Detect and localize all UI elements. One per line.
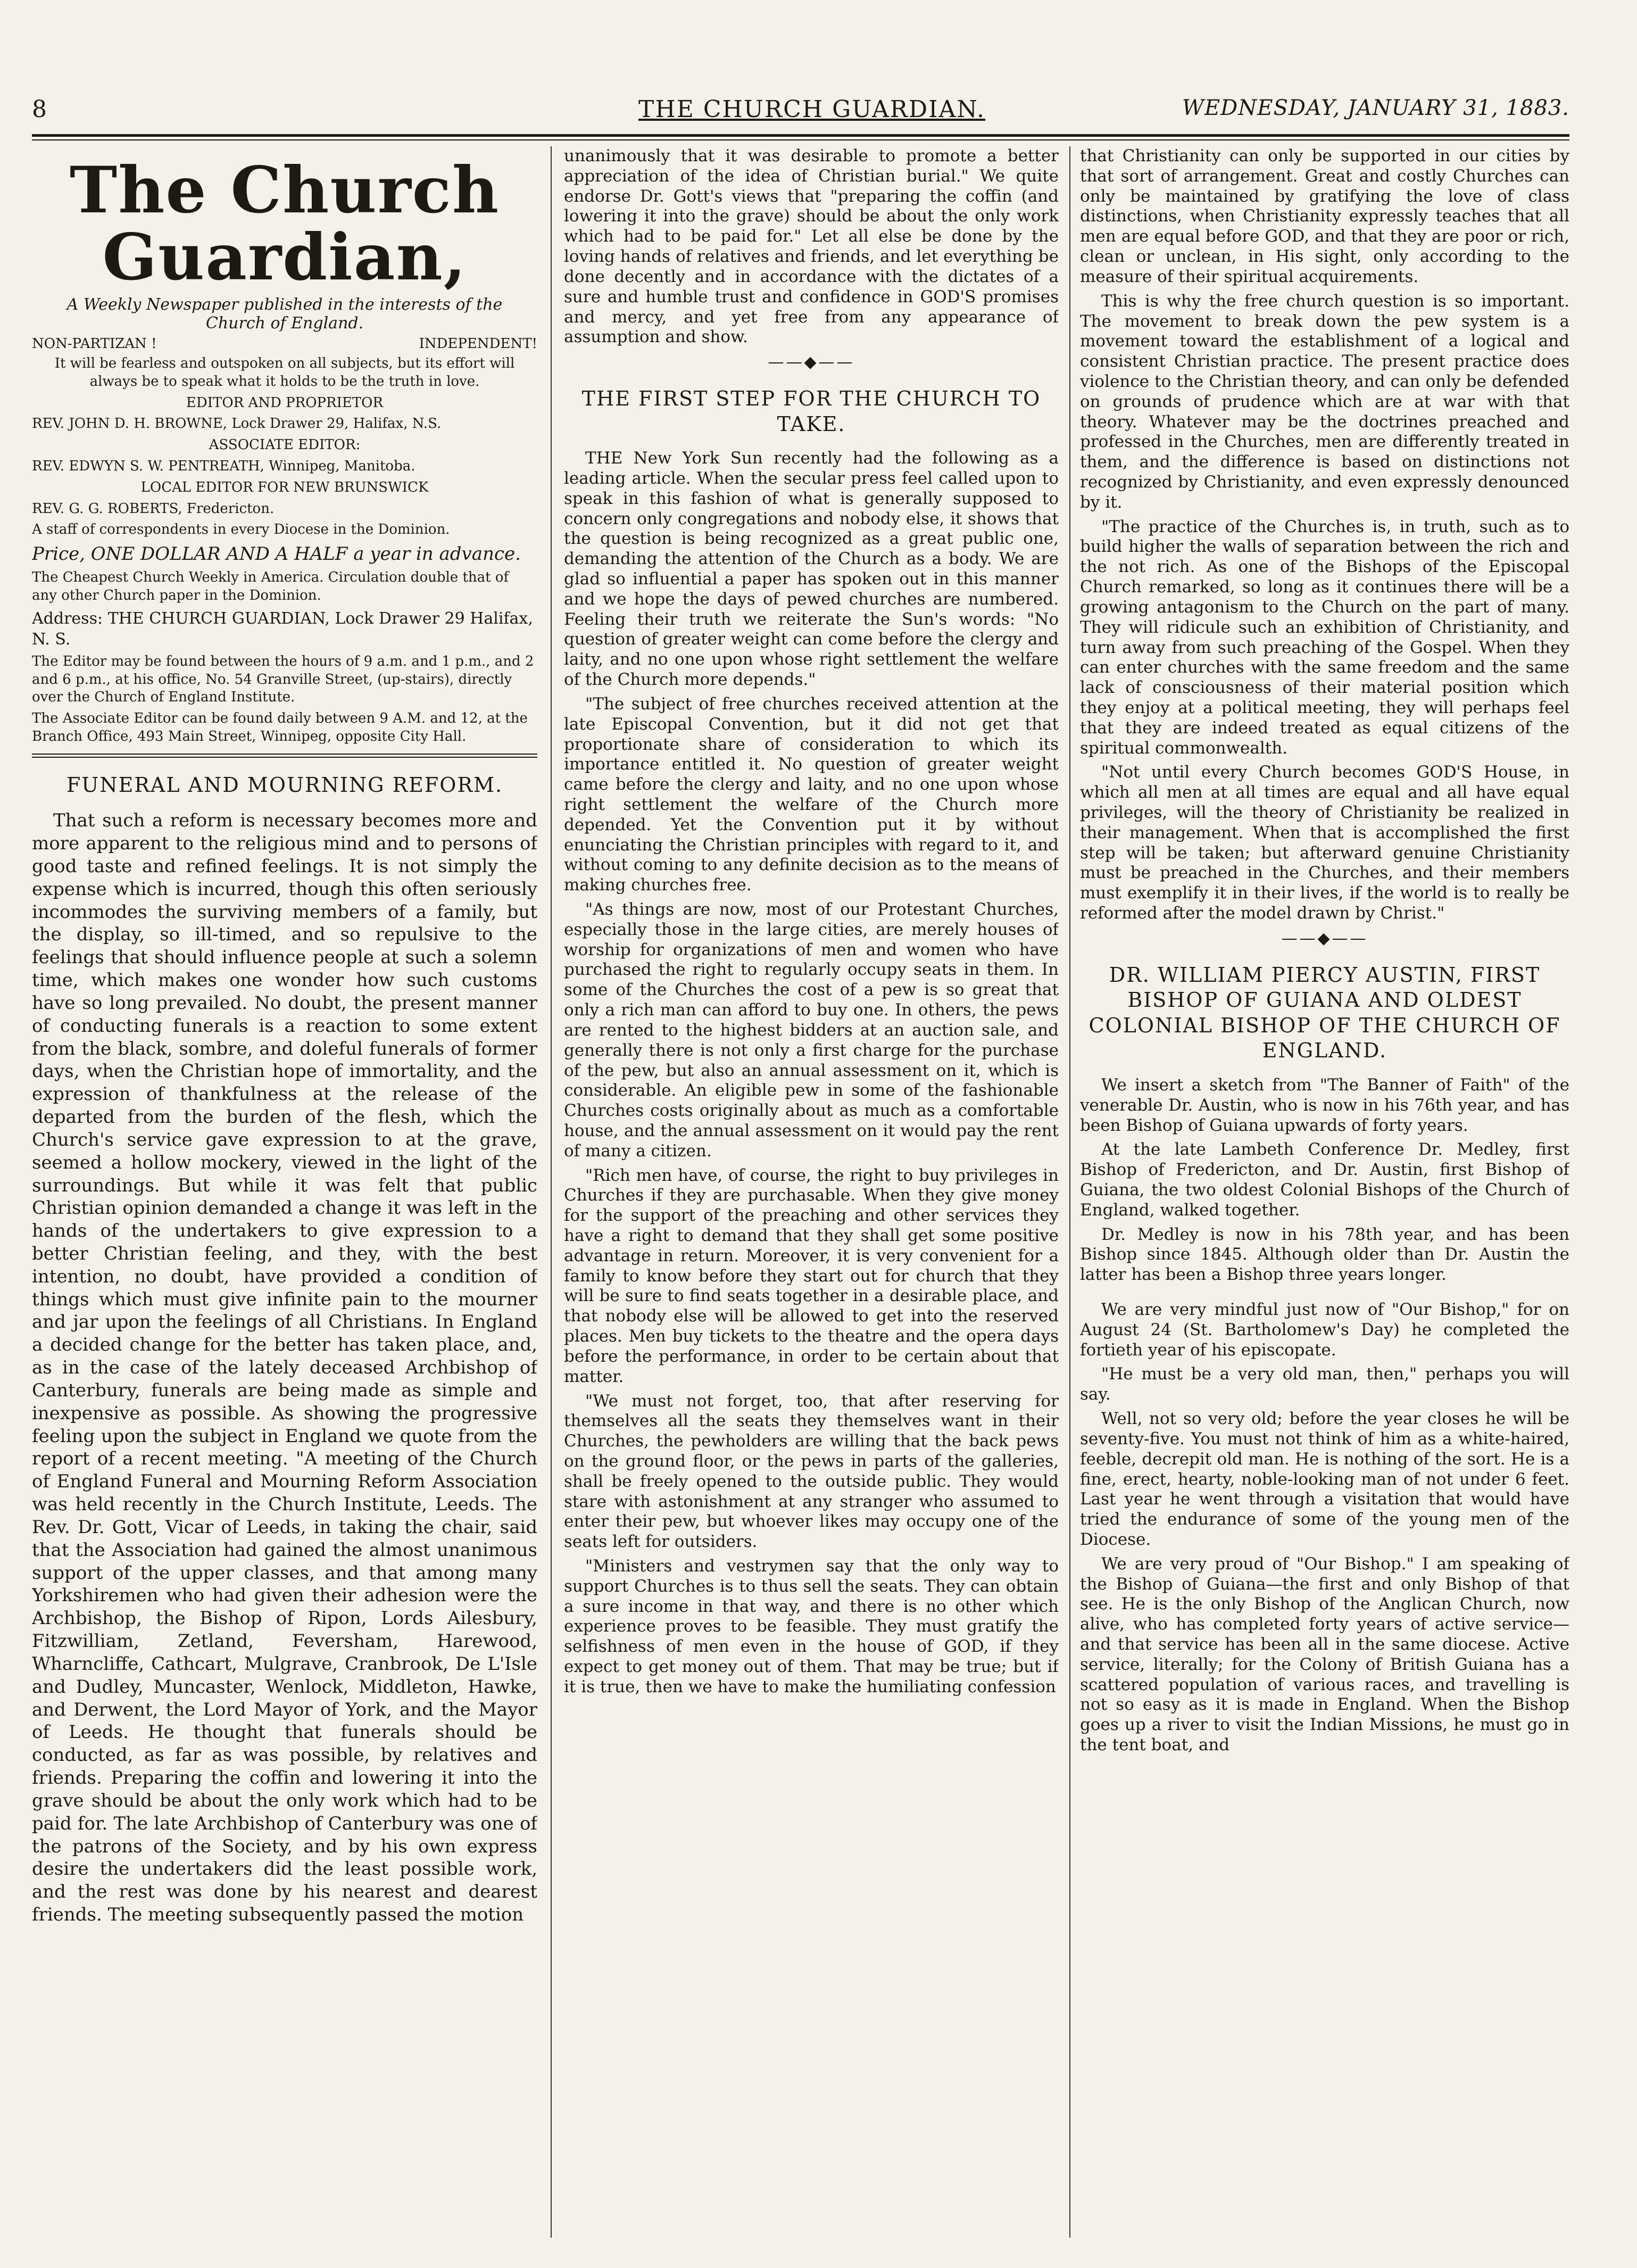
masthead-tagline: A Weekly Newspaper published in the interests of the <box>67 295 503 314</box>
local-editor-line: REV. G. G. ROBERTS, Fredericton. <box>32 500 275 517</box>
paragraph: "Not until every Church becomes GOD'S House, in which all men at all times are equal and all have equal privileges, will the theory of Christianity be realized in their management. When that is accomplished the first step will be taken; but afterward genuine Christianity must be preached in the Churches, and their members must exemplify it in their lives, if the world is to really be reformed after the model drawn by Christ." <box>1080 763 1569 923</box>
article-body-free-church <box>564 449 1059 1698</box>
masthead-rule <box>32 754 537 755</box>
paragraph: that Christianity can only be supported in our cities by that sort of arrangement. Great and costly Churches can only be maintained by gratifying the love of class distinctions, when Christianity expressly teaches that all men are equal before GOD, and that they are poor or rich, clean or unclean, in His sight, only according to the measure of their spiritual acquirements. <box>1080 146 1569 286</box>
column-1 <box>32 146 537 2238</box>
masthead-rule-thin <box>32 757 537 758</box>
paragraph: "As things are now, most of our Protestant Churches, especially those in the large cities, are merely houses of worship for organizations of men and women who have purchased the right to regularly occupy seats in them. In some of the Churches the cost of a pew is so great that only a rich man can afford to buy one. In others, the pews are rented to the highest bidders at an auction sale, and generally there is not only a first charge for the purchase of the pew, but also an annual assessment on it, which is considerable. An eligible pew in some of the fashionable Churches costs originally about as much as a comfortable house, and the annual assessment on it would pay the rent of many a citizen. <box>564 900 1059 1161</box>
associate-title: ASSOCIATE EDITOR: <box>209 437 361 453</box>
paragraph: "The practice of the Churches is, in truth, such as to build higher the walls of separation between the rich and the not rich. As one of the Bishops of the Episcopal Church remarked, so long as it continues there will be a growing antagonism to the Church on the part of many. They will ridicule such an exhibition of Christianity, and turn away from such preaching of the Gospel. When they can enter churches with the same freedom and the same lack of consciousness of their material position which they enjoy at a political meeting, they will perhaps feel that they are indeed treated as equal citizens of the spiritual commonwealth. <box>1080 517 1569 758</box>
paragraph: At the late Lambeth Conference Dr. Medley, first Bishop of Fredericton, and Dr. Austin, first Bishop of Guiana, the two oldest Colonial Bishops of the Church of England, walked together. <box>1080 1140 1569 1220</box>
paragraph: Dr. Medley is now in his 78th year, and has been Bishop since 1845. Although older than Dr. Austin the latter has been a Bishop three years longer. <box>1080 1224 1569 1285</box>
paper-title: THE CHURCH GUARDIAN. <box>638 96 985 123</box>
article-heading-funeral: FUNERAL AND MOURNING REFORM. <box>66 773 503 797</box>
paragraph: We are very proud of "Our Bishop." I am speaking of the Bishop of Guiana—the first and only Bishop of that see. He is the only Bishop of the Anglican Church, now alive, who has completed forty years of active service—and that service has been all in the same diocese. Active service, literally; for the Colony of British Guiana has a scattered population of various races, and travelling is not so easy as it is made in England. When the Bishop goes up a river to visit the Indian Missions, he must go in the tent boat, and <box>1080 1554 1569 1755</box>
section-ornament: ——◆—— <box>768 353 855 372</box>
page-number: 8 <box>32 96 47 123</box>
editor-title: EDITOR AND PROPRIETOR <box>186 394 384 411</box>
office-hours: The Editor may be found between the hours of 9 a.m. and 1 p.m., and 2 and 6 p.m., at his office, No. 54 Granville Street, (up-stairs), directly over the Church of England Institute. <box>32 653 534 706</box>
article-continuation-free-church <box>1080 146 1569 924</box>
paragraph: "We must not forget, too, that after reserving for themselves all the seats they themselves want in their Churches, the pewholders are willing that the back pews on the ground floor, or the pews in parts of the galleries, shall be freely opened to the outside public. They would stare with astonishment at any stranger who assumed to enter their pew, but whoever likes may occupy one of the seats left for outsiders. <box>564 1391 1059 1552</box>
motto-row <box>32 336 537 352</box>
column-divider <box>1069 146 1070 2238</box>
running-header <box>32 96 1569 138</box>
editor-line: REV. JOHN D. H. BROWNE, Lock Drawer 29, Halifax, N.S. <box>32 416 442 432</box>
section-ornament: ——◆—— <box>1281 929 1368 948</box>
masthead-tagline-2: Church of England. <box>205 314 364 333</box>
associate-office: The Associate Editor can be found daily between 9 A.M. and 12, at the Branch Office, 493 Main Street, Winnipeg, opposite City Hall. <box>32 710 528 744</box>
article-continuation-funeral <box>564 146 1059 347</box>
fearless-statement: It will be fearless and outspoken on all subjects, but its effort will always be to speak what it holds to be the truth in love. <box>54 355 515 390</box>
paragraph: "He must be a very old man, then," perhaps you will say. <box>1080 1364 1569 1404</box>
article-body-austin <box>1080 1075 1569 1756</box>
paragraph: We are very mindful just now of "Our Bishop," for on August 24 (St. Bartholomew's Day) he completed the fortieth year of his episcopate. <box>1080 1300 1569 1360</box>
paragraph: "Ministers and vestrymen say that the only way to support Churches is to thus sell the seats. They can obtain a sure income in that way, and there is no other which experience proves to be feasible. They must gratify the selfishness of men even in the house of GOD, if they expect to get money out of them. That may be true; but if it is true, then we have to make the humiliating confession <box>564 1557 1059 1696</box>
column-2 <box>564 146 1059 2238</box>
column-divider <box>551 146 552 2238</box>
paragraph: "The subject of free churches received attention at the late Episcopal Convention, but it did not get that proportionate share of consideration to which its importance entitled it. No question of greater weight came before the clergy and laity, and no one upon whose right settlement the welfare of the Church more depended. Yet the Convention put it by without enunciating the Christian principles with regard to it, and without coming to any definite decision as to the means of making churches free. <box>564 694 1059 895</box>
staff-line: A staff of correspondents in every Diocese in the Dominion. <box>32 522 450 538</box>
price-line: Price, ONE DOLLAR AND A HALF a year in advance. <box>32 543 521 565</box>
header-rule-thin <box>32 139 1569 140</box>
paragraph: That such a reform is necessary becomes more and more apparent to the religious mind and to persons of good taste and refined feelings. It is not simply the expense which is incurred, though this often seriously incommodes the surviving members of a family, but the display, so ill-timed, and so repulsive to the feelings that should influence people at such a solemn time, which makes one wonder how such customs have so long prevailed. No doubt, the present manner of conducting funerals is a reaction to some extent from the black, sombre, and doleful funerals of former days, when the Christian hope of immortality, and the expression of thankfulness at the release of the departed from the burden of the flesh, which the Church's service gave expression to at the grave, seemed a hollow mockery, viewed in the light of the surroundings. But while it was felt that public Christian opinion demanded a change it was left in the hands of the undertakers to give expression to a better Christian feeling, and they, with the best intention, no doubt, have provided a condition of things which must give infinite pain to the mourner and jar upon the feelings of all Christians. In England a decided change for the better has taken place, and, as in the case of the lately deceased Archbishop of Canterbury, funerals are being made as simple and inexpensive as possible. As showing the progressive feeling upon the subject in England we quote from the report of a recent meeting. "A meeting of the Church of England Funeral and Mourning Reform Association was held recently in the Church Institute, Leeds. The Rev. Dr. Gott, Vicar of Leeds, in taking the chair, said that the Association had gained the almost unanimous support of the upper classes, and that among many Yorkshiremen who had given their adhesion were the Archbishop, the Bishop of Ripon, Lords Ailesbury, Fitzwilliam, Zetland, Feversham, Harewood, Wharncliffe, Cathcart, Mulgrave, Cranbrook, De L'Isle and Dudley, Muncaster, Wenlock, Middleton, Hawke, and Derwent, the Lord Mayor of York, and the Mayor of Leeds. He thought that funerals should be conducted, as far as was possible, by relatives and friends. Preparing the coffin and lowering it into the grave should be about the only work which had to be paid for. The late Archbishop of Canterbury was one of the patrons of the Society, and by his own express desire the undertakers did the least possible work, and the rest was done by his nearest and dearest friends. The meeting subsequently passed the motion <box>32 810 537 1925</box>
article-heading-free-church: THE FIRST STEP FOR THE CHURCH TO TAKE. <box>581 387 1041 436</box>
issue-date: WEDNESDAY, JANUARY 31, 1883. <box>1182 96 1569 120</box>
paragraph: "Rich men have, of course, the right to buy privileges in Churches if they are purchasable. When they give money for the support of the preaching and other services they have a right to demand that they shall get some positive advantage in return. Moreover, it is very convenient for a family to know before they start out for church that they will be sure to find seats together in a desirable place, and that nobody else will be allowed to get into the reserved places. Men buy tickets to the theatre and the opera days before the performance, in order to be certain about that matter. <box>564 1165 1059 1386</box>
header-rule <box>32 134 1569 137</box>
local-editor-title: LOCAL EDITOR FOR NEW BRUNSWICK <box>140 479 429 495</box>
spacer <box>1080 1289 1569 1300</box>
paragraph: unanimously that it was desirable to promote a better appreciation of the idea of Christian burial." We quite endorse Dr. Gott's views that "preparing the coffin (and lowering it into the grave) should be about the only work which had to be paid for." Let all else be done by the loving hands of relatives and friends, and let everything be done decently and in accordance with the dictates of a sure and humble trust and confidence in GOD'S promises and mercy, and yet free from any appearance of assumption and show. <box>564 146 1059 347</box>
paragraph: Well, not so very old; before the year closes he will be seventy-five. You must not think of him as a white-haired, feeble, decrepit old man. He is nothing of the sort. He is a fine, erect, hearty, noble-looking man of not under 6 feet. Last year he went through a visitation that would have tried the endurance of some of the young men of the Diocese. <box>1080 1409 1569 1549</box>
article-heading-austin: DR. WILLIAM PIERCY AUSTIN, FIRST BISHOP OF GUIANA AND OLDEST COLONIAL BISHOP OF THE CHURCH OF ENGLAND. <box>1088 963 1561 1063</box>
motto-right: INDEPENDENT! <box>419 336 537 352</box>
address-line: Address: THE CHURCH GUARDIAN, Lock Drawer 29 Halifax, N. S. <box>32 609 533 649</box>
paragraph: THE New York Sun recently had the following as a leading article. When the secular press feel called upon to speak in this fashion of what is generally supposed to concern only congregations and nobody else, it shows that the question is being recognized as a great public one, demanding the attention of the Church as a body. We are glad so influential a paper has spoken out in this manner and we hope the days of pewed churches are numbered. Feeling their truth we reiterate the Sun's words: "No question of greater weight can come before the clergy and laity, and no one upon whose right settlement the welfare of the Church more depends." <box>564 449 1059 690</box>
paragraph: This is why the free church question is so important. The movement to break down the pew system is a movement toward the establishment of a logical and consistent Christian practice. The present practice does violence to the Christian theory, and can only be defended on grounds of prudence which are at war with that theory. Whatever may be the doctrines preached and professed in the Churches, men are differently treated in them, and the difference is based on distinctions not recognized by Christianity, and even expressly denounced by it. <box>1080 291 1569 512</box>
column-3 <box>1080 146 1569 2238</box>
circulation-note: The Cheapest Church Weekly in America. Circulation double that of any other Church paper in the Dominion. <box>32 569 509 603</box>
associate-line: REV. EDWYN S. W. PENTREATH, Winnipeg, Manitoba. <box>32 458 416 474</box>
article-body-funeral <box>32 809 537 1926</box>
masthead-title: The Church Guardian, <box>69 153 500 295</box>
motto-left: NON-PARTIZAN ! <box>32 336 157 352</box>
paragraph: We insert a sketch from "The Banner of Faith" of the venerable Dr. Austin, who is now in his 76th year, and has been Bishop of Guiana upwards of forty years. <box>1080 1075 1569 1135</box>
